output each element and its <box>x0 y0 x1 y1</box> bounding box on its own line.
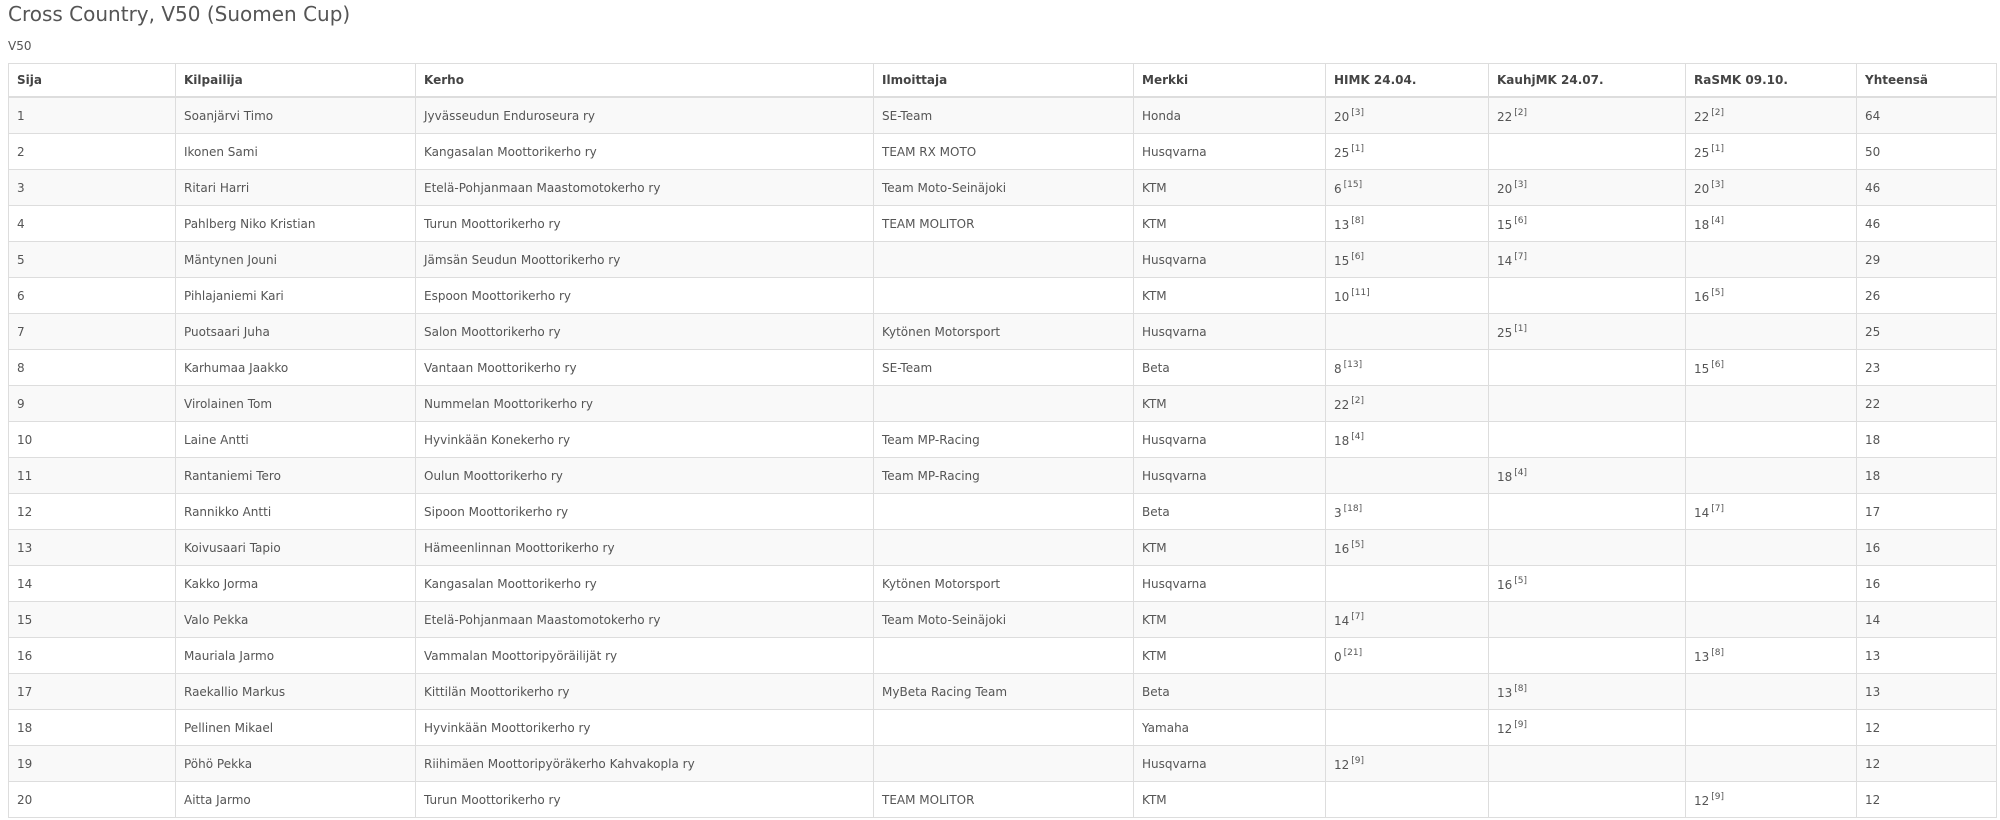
cell-himk <box>1326 710 1489 746</box>
placement-ref[interactable]: [3] <box>1351 107 1365 118</box>
placement-ref[interactable]: [8] <box>1514 683 1528 694</box>
table-row <box>9 782 1997 818</box>
table-row <box>9 97 1997 134</box>
cell-sija: 4 <box>9 206 176 242</box>
cell-rasmk <box>1686 638 1857 674</box>
table-row <box>9 278 1997 314</box>
points-value: 20 <box>1334 109 1350 124</box>
placement-ref[interactable]: [9] <box>1514 719 1528 730</box>
points-value: 14 <box>1497 253 1513 268</box>
cell-ilmoittaja: Team Moto-Seinäjoki <box>874 602 1134 638</box>
cell-sija: 9 <box>9 386 176 422</box>
cell-yhteensa: 13 <box>1857 638 1997 674</box>
cell-sija: 11 <box>9 458 176 494</box>
cell-merkki: Husqvarna <box>1134 314 1326 350</box>
cell-ilmoittaja: MyBeta Racing Team <box>874 674 1134 710</box>
points-value: 15 <box>1334 253 1350 268</box>
cell-kilpailija: Soanjärvi Timo <box>176 97 416 134</box>
points-value: 15 <box>1694 361 1710 376</box>
placement-ref[interactable]: [18] <box>1343 503 1363 514</box>
points-value: 12 <box>1497 721 1513 736</box>
cell-ilmoittaja <box>874 638 1134 674</box>
cell-rasmk <box>1686 746 1857 782</box>
cell-kerho: Hämeenlinnan Moottorikerho ry <box>416 530 874 566</box>
points-value: 15 <box>1497 217 1513 232</box>
table-row <box>9 242 1997 278</box>
cell-himk <box>1326 422 1489 458</box>
points-value: 16 <box>1497 577 1513 592</box>
cell-merkki: KTM <box>1134 638 1326 674</box>
cell-himk <box>1326 782 1489 818</box>
cell-rasmk <box>1686 602 1857 638</box>
cell-rasmk <box>1686 458 1857 494</box>
placement-ref[interactable]: [5] <box>1711 287 1725 298</box>
points-value: 8 <box>1334 361 1342 376</box>
cell-himk <box>1326 170 1489 206</box>
points-value: 18 <box>1334 433 1350 448</box>
points-value: 13 <box>1497 685 1513 700</box>
cell-ilmoittaja: Kytönen Motorsport <box>874 566 1134 602</box>
points-value: 18 <box>1497 469 1513 484</box>
placement-ref[interactable]: [4] <box>1514 467 1528 478</box>
cell-kauhjmk <box>1489 242 1686 278</box>
table-row <box>9 494 1997 530</box>
points-value: 14 <box>1334 613 1350 628</box>
points-value: 6 <box>1334 181 1342 196</box>
cell-sija: 2 <box>9 134 176 170</box>
cell-kerho: Turun Moottorikerho ry <box>416 782 874 818</box>
points-value: 12 <box>1694 793 1710 808</box>
cell-ilmoittaja: Team Moto-Seinäjoki <box>874 170 1134 206</box>
cell-kauhjmk <box>1489 746 1686 782</box>
cell-kerho: Nummelan Moottorikerho ry <box>416 386 874 422</box>
cell-merkki: KTM <box>1134 170 1326 206</box>
cell-ilmoittaja: SE-Team <box>874 97 1134 134</box>
points-value: 22 <box>1497 109 1513 124</box>
placement-ref[interactable]: [1] <box>1514 323 1528 334</box>
cell-himk <box>1326 566 1489 602</box>
cell-sija: 17 <box>9 674 176 710</box>
cell-ilmoittaja <box>874 530 1134 566</box>
cell-kerho: Kittilän Moottorikerho ry <box>416 674 874 710</box>
cell-kilpailija: Ritari Harri <box>176 170 416 206</box>
table-row <box>9 458 1997 494</box>
cell-kilpailija: Kakko Jorma <box>176 566 416 602</box>
header-merkki[interactable]: Merkki <box>1134 64 1326 98</box>
cell-rasmk <box>1686 278 1857 314</box>
points-value: 25 <box>1694 145 1710 160</box>
points-value: 13 <box>1694 649 1710 664</box>
cell-merkki: KTM <box>1134 206 1326 242</box>
placement-ref[interactable]: [21] <box>1343 647 1363 658</box>
placement-ref[interactable]: [5] <box>1351 539 1365 550</box>
cell-kilpailija: Raekallio Markus <box>176 674 416 710</box>
cell-kerho: Jämsän Seudun Moottorikerho ry <box>416 242 874 278</box>
cell-kauhjmk <box>1489 674 1686 710</box>
points-value: 20 <box>1497 181 1513 196</box>
cell-kauhjmk <box>1489 386 1686 422</box>
page-title: Cross Country, V50 (Suomen Cup) <box>8 2 351 26</box>
cell-merkki: Husqvarna <box>1134 566 1326 602</box>
cell-merkki: KTM <box>1134 782 1326 818</box>
table-row <box>9 170 1997 206</box>
cell-yhteensa: 12 <box>1857 782 1997 818</box>
cell-ilmoittaja: Kytönen Motorsport <box>874 314 1134 350</box>
cell-kilpailija: Mäntynen Jouni <box>176 242 416 278</box>
cell-kilpailija: Laine Antti <box>176 422 416 458</box>
cell-yhteensa: 14 <box>1857 602 1997 638</box>
placement-ref[interactable]: [11] <box>1351 287 1370 298</box>
cell-himk <box>1326 386 1489 422</box>
cell-kauhjmk <box>1489 278 1686 314</box>
cell-rasmk <box>1686 206 1857 242</box>
placement-ref[interactable]: [8] <box>1351 215 1365 226</box>
cell-rasmk <box>1686 350 1857 386</box>
cell-kerho: Vammalan Moottoripyöräilijät ry <box>416 638 874 674</box>
cell-kilpailija: Valo Pekka <box>176 602 416 638</box>
cell-kilpailija: Pöhö Pekka <box>176 746 416 782</box>
table-row <box>9 746 1997 782</box>
points-value: 18 <box>1694 217 1710 232</box>
cell-yhteensa: 46 <box>1857 170 1997 206</box>
cell-himk <box>1326 746 1489 782</box>
cell-merkki: Husqvarna <box>1134 458 1326 494</box>
cell-kerho: Turun Moottorikerho ry <box>416 206 874 242</box>
cell-sija: 20 <box>9 782 176 818</box>
cell-kauhjmk <box>1489 638 1686 674</box>
cell-kerho: Jyvässeudun Enduroseura ry <box>416 97 874 134</box>
placement-ref[interactable]: [2] <box>1711 107 1725 118</box>
cell-sija: 13 <box>9 530 176 566</box>
points-value: 0 <box>1334 649 1342 664</box>
table-row <box>9 422 1997 458</box>
placement-ref[interactable]: [13] <box>1343 359 1363 370</box>
cell-sija: 19 <box>9 746 176 782</box>
cell-sija: 10 <box>9 422 176 458</box>
cell-yhteensa: 64 <box>1857 97 1997 134</box>
cell-ilmoittaja <box>874 242 1134 278</box>
cell-yhteensa: 18 <box>1857 458 1997 494</box>
cell-merkki: KTM <box>1134 530 1326 566</box>
header-kerho[interactable]: Kerho <box>416 64 874 98</box>
placement-ref[interactable]: [1] <box>1351 143 1365 154</box>
cell-himk <box>1326 278 1489 314</box>
header-ilmoittaja[interactable]: Ilmoittaja <box>874 64 1134 98</box>
placement-ref[interactable]: [7] <box>1351 611 1365 622</box>
cell-merkki: Yamaha <box>1134 710 1326 746</box>
cell-kerho: Espoon Moottorikerho ry <box>416 278 874 314</box>
cell-rasmk <box>1686 170 1857 206</box>
results-table <box>8 63 1997 818</box>
cell-ilmoittaja: SE-Team <box>874 350 1134 386</box>
cell-kilpailija: Rannikko Antti <box>176 494 416 530</box>
cell-kilpailija: Aitta Jarmo <box>176 782 416 818</box>
cell-ilmoittaja: Team MP-Racing <box>874 458 1134 494</box>
header-kilpailija[interactable]: Kilpailija <box>176 64 416 98</box>
placement-ref[interactable]: [7] <box>1711 503 1725 514</box>
header-rasmk[interactable]: RaSMK 09.10. <box>1686 64 1857 98</box>
placement-ref[interactable]: [4] <box>1711 215 1725 226</box>
cell-kauhjmk <box>1489 458 1686 494</box>
cell-kauhjmk <box>1489 602 1686 638</box>
cell-yhteensa: 12 <box>1857 746 1997 782</box>
cell-rasmk <box>1686 97 1857 134</box>
points-value: 22 <box>1334 397 1350 412</box>
cell-kerho: Kangasalan Moottorikerho ry <box>416 134 874 170</box>
cell-kerho: Riihimäen Moottoripyöräkerho Kahvakopla ry <box>416 746 874 782</box>
header-sija[interactable]: Sija <box>9 64 176 98</box>
placement-ref[interactable]: [8] <box>1711 647 1725 658</box>
table-row <box>9 530 1997 566</box>
cell-kauhjmk <box>1489 710 1686 746</box>
cell-kerho: Hyvinkään Konekerho ry <box>416 422 874 458</box>
cell-himk <box>1326 97 1489 134</box>
cell-kauhjmk <box>1489 314 1686 350</box>
cell-rasmk <box>1686 314 1857 350</box>
cell-ilmoittaja <box>874 710 1134 746</box>
table-row <box>9 602 1997 638</box>
cell-himk <box>1326 530 1489 566</box>
points-value: 25 <box>1334 145 1350 160</box>
points-value: 25 <box>1497 325 1513 340</box>
cell-ilmoittaja <box>874 494 1134 530</box>
cell-yhteensa: 13 <box>1857 674 1997 710</box>
cell-yhteensa: 22 <box>1857 386 1997 422</box>
cell-sija: 18 <box>9 710 176 746</box>
points-value: 12 <box>1334 757 1350 772</box>
cell-kerho: Vantaan Moottorikerho ry <box>416 350 874 386</box>
cell-kilpailija: Ikonen Sami <box>176 134 416 170</box>
cell-sija: 15 <box>9 602 176 638</box>
placement-ref[interactable]: [4] <box>1351 431 1365 442</box>
cell-himk <box>1326 134 1489 170</box>
table-row <box>9 350 1997 386</box>
cell-merkki: KTM <box>1134 386 1326 422</box>
cell-himk <box>1326 350 1489 386</box>
cell-sija: 3 <box>9 170 176 206</box>
cell-sija: 16 <box>9 638 176 674</box>
cell-sija: 8 <box>9 350 176 386</box>
cell-rasmk <box>1686 710 1857 746</box>
placement-ref[interactable]: [5] <box>1514 575 1528 586</box>
cell-kilpailija: Rantaniemi Tero <box>176 458 416 494</box>
cell-merkki: KTM <box>1134 278 1326 314</box>
cell-sija: 12 <box>9 494 176 530</box>
cell-yhteensa: 29 <box>1857 242 1997 278</box>
cell-rasmk <box>1686 494 1857 530</box>
cell-kauhjmk <box>1489 566 1686 602</box>
table-row <box>9 314 1997 350</box>
points-value: 13 <box>1334 217 1350 232</box>
cell-kauhjmk <box>1489 350 1686 386</box>
header-himk[interactable]: HIMK 24.04. <box>1326 64 1489 98</box>
cell-kilpailija: Karhumaa Jaakko <box>176 350 416 386</box>
cell-yhteensa: 16 <box>1857 530 1997 566</box>
table-row <box>9 710 1997 746</box>
cell-himk <box>1326 314 1489 350</box>
cell-ilmoittaja: TEAM MOLITOR <box>874 782 1134 818</box>
cell-kerho: Hyvinkään Moottorikerho ry <box>416 710 874 746</box>
cell-ilmoittaja <box>874 386 1134 422</box>
cell-kauhjmk <box>1489 134 1686 170</box>
results-body <box>9 97 1997 818</box>
cell-kerho: Salon Moottorikerho ry <box>416 314 874 350</box>
cell-merkki: KTM <box>1134 602 1326 638</box>
cell-merkki: Husqvarna <box>1134 746 1326 782</box>
cell-himk <box>1326 638 1489 674</box>
points-value: 3 <box>1334 505 1342 520</box>
points-value: 10 <box>1334 289 1350 304</box>
points-value: 16 <box>1694 289 1710 304</box>
class-subtitle: V50 <box>8 39 32 53</box>
cell-yhteensa: 16 <box>1857 566 1997 602</box>
placement-ref[interactable]: [3] <box>1514 179 1528 190</box>
placement-ref[interactable]: [6] <box>1514 215 1528 226</box>
cell-kilpailija: Pellinen Mikael <box>176 710 416 746</box>
header-kauhjmk[interactable]: KauhjMK 24.07. <box>1489 64 1686 98</box>
cell-ilmoittaja <box>874 278 1134 314</box>
cell-yhteensa: 18 <box>1857 422 1997 458</box>
cell-rasmk <box>1686 386 1857 422</box>
cell-merkki: Husqvarna <box>1134 242 1326 278</box>
cell-sija: 7 <box>9 314 176 350</box>
cell-yhteensa: 26 <box>1857 278 1997 314</box>
table-row <box>9 134 1997 170</box>
cell-kauhjmk <box>1489 494 1686 530</box>
cell-ilmoittaja: TEAM RX MOTO <box>874 134 1134 170</box>
cell-sija: 5 <box>9 242 176 278</box>
cell-kilpailija: Pahlberg Niko Kristian <box>176 206 416 242</box>
cell-yhteensa: 23 <box>1857 350 1997 386</box>
table-row <box>9 674 1997 710</box>
cell-ilmoittaja: TEAM MOLITOR <box>874 206 1134 242</box>
placement-ref[interactable]: [2] <box>1351 395 1365 406</box>
placement-ref[interactable]: [2] <box>1514 107 1528 118</box>
cell-merkki: Beta <box>1134 350 1326 386</box>
cell-himk <box>1326 674 1489 710</box>
cell-rasmk <box>1686 530 1857 566</box>
table-row <box>9 638 1997 674</box>
cell-kerho: Sipoon Moottorikerho ry <box>416 494 874 530</box>
cell-kauhjmk <box>1489 206 1686 242</box>
cell-sija: 6 <box>9 278 176 314</box>
points-value: 14 <box>1694 505 1710 520</box>
cell-kilpailija: Pihlajaniemi Kari <box>176 278 416 314</box>
cell-merkki: Husqvarna <box>1134 134 1326 170</box>
cell-sija: 1 <box>9 97 176 134</box>
cell-yhteensa: 17 <box>1857 494 1997 530</box>
placement-ref[interactable]: [7] <box>1514 251 1528 262</box>
points-value: 22 <box>1694 109 1710 124</box>
cell-merkki: Beta <box>1134 674 1326 710</box>
cell-merkki: Honda <box>1134 97 1326 134</box>
cell-rasmk <box>1686 242 1857 278</box>
cell-kauhjmk <box>1489 782 1686 818</box>
cell-kerho: Oulun Moottorikerho ry <box>416 458 874 494</box>
cell-yhteensa: 50 <box>1857 134 1997 170</box>
cell-himk <box>1326 242 1489 278</box>
table-row <box>9 206 1997 242</box>
cell-himk <box>1326 458 1489 494</box>
cell-himk <box>1326 206 1489 242</box>
cell-yhteensa: 25 <box>1857 314 1997 350</box>
cell-kauhjmk <box>1489 97 1686 134</box>
cell-kauhjmk <box>1489 422 1686 458</box>
table-row <box>9 386 1997 422</box>
cell-himk <box>1326 494 1489 530</box>
cell-rasmk <box>1686 566 1857 602</box>
cell-rasmk <box>1686 674 1857 710</box>
cell-himk <box>1326 602 1489 638</box>
placement-ref[interactable]: [15] <box>1343 179 1363 190</box>
cell-yhteensa: 46 <box>1857 206 1997 242</box>
header-yhteensa[interactable]: Yhteensä <box>1857 64 1997 98</box>
cell-merkki: Beta <box>1134 494 1326 530</box>
cell-yhteensa: 12 <box>1857 710 1997 746</box>
cell-rasmk <box>1686 782 1857 818</box>
cell-sija: 14 <box>9 566 176 602</box>
cell-kilpailija: Virolainen Tom <box>176 386 416 422</box>
placement-ref[interactable]: [9] <box>1351 755 1365 766</box>
cell-kilpailija: Puotsaari Juha <box>176 314 416 350</box>
placement-ref[interactable]: [1] <box>1711 143 1725 154</box>
cell-kerho: Etelä-Pohjanmaan Maastomotokerho ry <box>416 170 874 206</box>
placement-ref[interactable]: [6] <box>1711 359 1725 370</box>
points-value: 16 <box>1334 541 1350 556</box>
cell-ilmoittaja <box>874 746 1134 782</box>
placement-ref[interactable]: [6] <box>1351 251 1365 262</box>
cell-kilpailija: Koivusaari Tapio <box>176 530 416 566</box>
cell-kerho: Etelä-Pohjanmaan Maastomotokerho ry <box>416 602 874 638</box>
cell-merkki: Husqvarna <box>1134 422 1326 458</box>
table-header-row <box>9 64 1997 98</box>
table-row <box>9 566 1997 602</box>
cell-ilmoittaja: Team MP-Racing <box>874 422 1134 458</box>
cell-kilpailija: Mauriala Jarmo <box>176 638 416 674</box>
cell-kauhjmk <box>1489 170 1686 206</box>
cell-rasmk <box>1686 134 1857 170</box>
cell-kerho: Kangasalan Moottorikerho ry <box>416 566 874 602</box>
cell-rasmk <box>1686 422 1857 458</box>
placement-ref[interactable]: [9] <box>1711 791 1725 802</box>
placement-ref[interactable]: [3] <box>1711 179 1725 190</box>
points-value: 20 <box>1694 181 1710 196</box>
cell-kauhjmk <box>1489 530 1686 566</box>
